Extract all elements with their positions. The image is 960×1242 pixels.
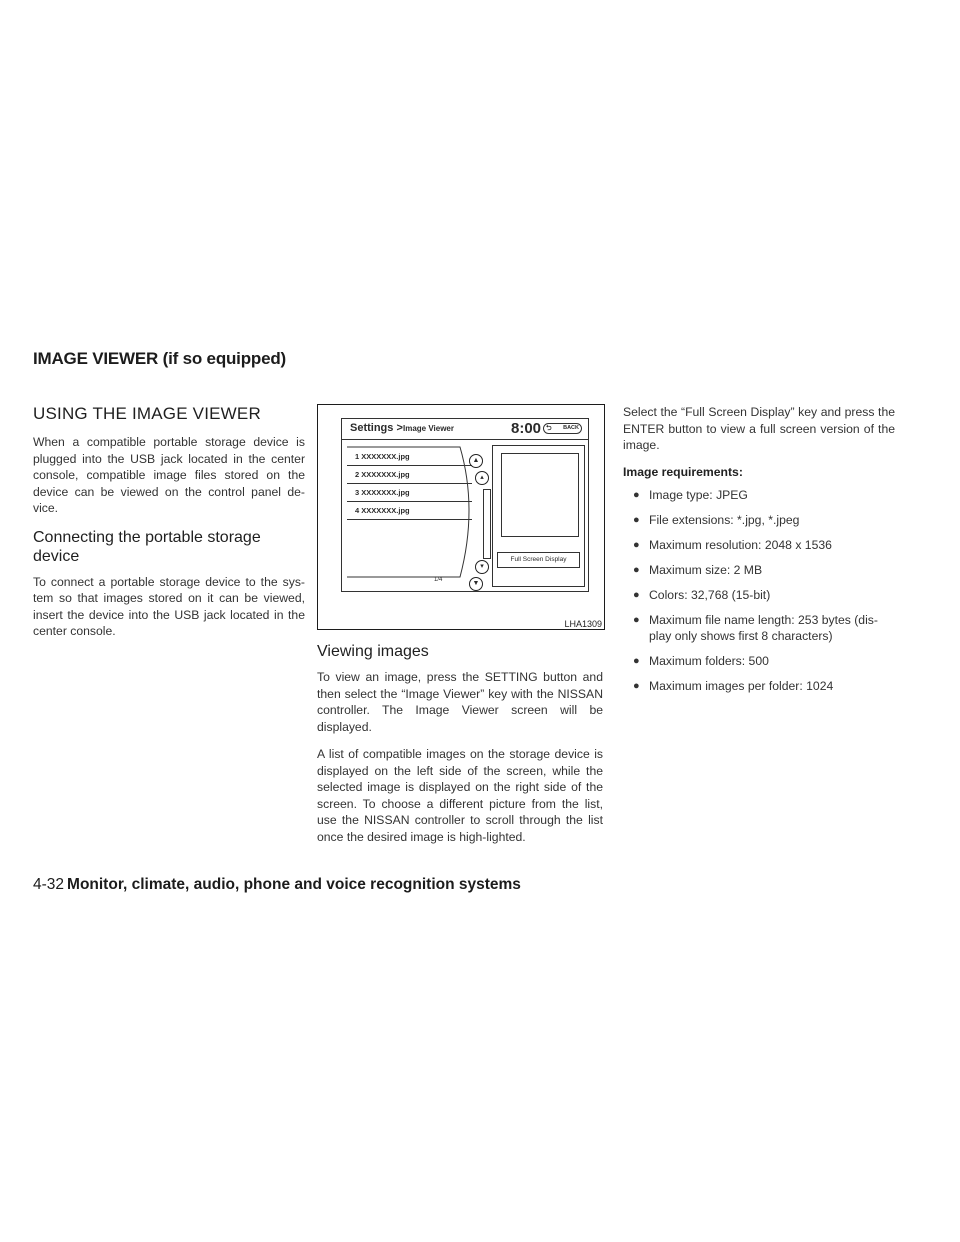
column-right: [623, 404, 895, 703]
figure-id: LHA1309: [564, 619, 602, 629]
list-item: ● Maximum folders: 500: [633, 653, 769, 668]
heading-viewing-images: Viewing images: [317, 643, 429, 660]
page-indicator: 1/4: [434, 577, 443, 583]
chapter-title: Monitor, climate, audio, phone and voice recognition systems: [67, 876, 521, 893]
list-item: ● Image type: JPEG: [633, 487, 748, 502]
intro-paragraph: When a compatible portable storage device is plugged into the USB jack located in the center console, compatible image files stored on the device can be viewed on the control panel de-vice.: [33, 435, 305, 515]
header-settings-label: Settings >: [350, 422, 403, 434]
heading-using-image-viewer: USING THE IMAGE VIEWER: [33, 404, 261, 423]
back-arrow-icon: ⮌: [546, 425, 552, 432]
header-image-viewer-label: Image Viewer: [403, 424, 454, 433]
bullet-icon: ●: [633, 654, 640, 667]
viewing-paragraph-2: A list of compatible images on the storage device is displayed on the left side of the screen, while the selected image is displayed on the right side of the screen. To choose a different picture from the list, use the NISSAN controller to scroll through the list once the desired image is high-lighted.: [317, 747, 603, 844]
scroll-bottom-icon: ▼: [469, 577, 483, 591]
list-item: ● Maximum size: 2 MB: [633, 562, 763, 577]
bullet-icon: ●: [633, 563, 640, 576]
back-label: BACK: [563, 425, 579, 431]
requirements-list: [623, 487, 895, 694]
clock-display: 8:00: [511, 420, 542, 437]
list-item: 4 XXXXXXX.jpg: [347, 502, 472, 520]
list-item: ● Maximum file name length: 253 bytes (dis-play only shows first 8 characters): [633, 612, 878, 643]
display-screen: [341, 418, 589, 592]
preview-panel: [492, 445, 585, 587]
list-item: ● Colors: 32,768 (15-bit): [633, 587, 771, 602]
image-viewer-screen-figure: [317, 404, 605, 630]
list-item: ● File extensions: *.jpg, *.jpeg: [633, 512, 800, 527]
list-item: ● Maximum resolution: 2048 x 1536: [633, 537, 832, 552]
viewing-paragraph-1: To view an image, press the SETTING button and then select the “Image Viewer” key with the NISSAN controller. The Image Viewer screen will be displayed.: [317, 670, 603, 734]
heading-connecting-device: Connecting the portable storage device: [33, 528, 261, 565]
bullet-icon: ●: [633, 538, 640, 551]
column-middle: [317, 404, 603, 856]
scrollbar: [483, 489, 491, 559]
image-requirements-title: Image requirements:: [623, 464, 743, 479]
list-item: 2 XXXXXXX.jpg: [347, 466, 472, 484]
page-number: 4-32: [33, 876, 65, 893]
bullet-icon: ●: [633, 613, 640, 626]
page-footer: [33, 876, 521, 894]
scroll-top-icon: ▲: [469, 454, 483, 468]
bullet-icon: ●: [633, 513, 640, 526]
list-item: ● Maximum images per folder: 1024: [633, 678, 834, 693]
list-item: 1 XXXXXXX.jpg: [347, 448, 472, 466]
bullet-icon: ●: [633, 488, 640, 501]
scroll-up-icon: ▴: [475, 471, 489, 485]
image-preview: [501, 453, 579, 537]
connect-paragraph: To connect a portable storage device to the sys-tem so that images stored on it can be viewed, insert the device into the USB jack located in the center console.: [33, 574, 305, 638]
list-item: 3 XXXXXXX.jpg: [347, 484, 472, 502]
full-screen-display-button: Full Screen Display: [497, 552, 580, 568]
scroll-down-icon: ▾: [475, 560, 489, 574]
bullet-icon: ●: [633, 679, 640, 692]
full-screen-paragraph: Select the “Full Screen Display” key and press the ENTER button to view a full screen version of the image.: [623, 405, 895, 452]
column-left: [33, 404, 305, 651]
section-title: IMAGE VIEWER (if so equipped): [33, 349, 286, 368]
bullet-icon: ●: [633, 588, 640, 601]
